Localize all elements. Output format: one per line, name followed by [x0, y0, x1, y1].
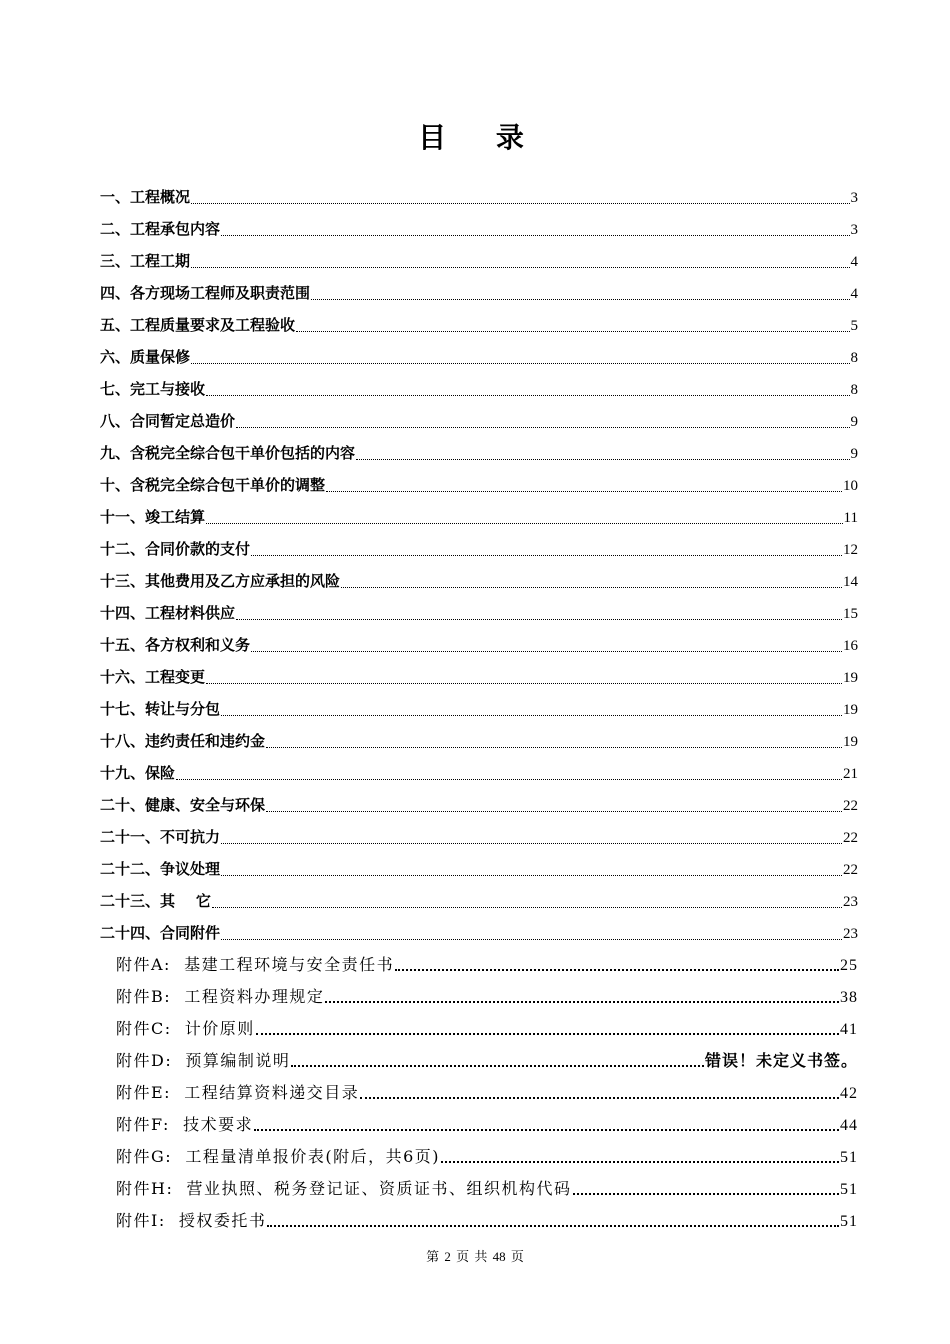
- toc-entry-label: 十四、工程材料供应: [100, 604, 236, 622]
- toc-entry[interactable]: [100, 308, 858, 340]
- toc-entry[interactable]: [100, 564, 858, 596]
- toc-entry-label: 十八、违约责任和违约金: [100, 732, 266, 750]
- attachment-entry-page: 51: [840, 1149, 858, 1166]
- toc-entry[interactable]: [100, 404, 858, 436]
- dot-leader: [221, 715, 842, 716]
- toc-entry-page: 22: [843, 798, 858, 814]
- dot-leader: [573, 1193, 839, 1195]
- attachment-entry-page: 44: [840, 1117, 858, 1134]
- dot-leader: [251, 555, 842, 556]
- attachment-entry-page: 41: [840, 1021, 858, 1038]
- toc-entry-label: 九、含税完全综合包干单价包括的内容: [100, 444, 356, 462]
- toc-entry-page: 4: [850, 286, 858, 302]
- dot-leader: [291, 1065, 704, 1067]
- table-of-contents: [100, 180, 860, 1236]
- dot-leader: [191, 363, 849, 364]
- toc-entry-page: 14: [843, 574, 858, 590]
- toc-entry-label: 十一、竣工结算: [100, 508, 206, 526]
- toc-entry-page: 8: [850, 382, 858, 398]
- toc-entry[interactable]: [100, 756, 858, 788]
- attachment-entry-label: 附件E: 工程结算资料递交目录: [116, 1083, 360, 1102]
- toc-entry-page: 4: [850, 254, 858, 270]
- dot-leader: [176, 779, 842, 780]
- toc-entry-label: 十六、工程变更: [100, 668, 206, 686]
- toc-entry-page: 9: [850, 446, 858, 462]
- toc-entry[interactable]: [100, 884, 858, 916]
- dot-leader: [254, 1129, 839, 1131]
- attachment-entry[interactable]: [100, 948, 858, 980]
- toc-entry[interactable]: [100, 660, 858, 692]
- toc-entry[interactable]: [100, 532, 858, 564]
- attachment-entry-page: 51: [840, 1181, 858, 1198]
- toc-entry-label: 四、各方现场工程师及职责范围: [100, 284, 311, 302]
- dot-leader: [251, 651, 842, 652]
- toc-entry[interactable]: [100, 788, 858, 820]
- dot-leader: [360, 1097, 839, 1099]
- toc-entry[interactable]: [100, 820, 858, 852]
- toc-entry-label: 十三、其他费用及乙方应承担的风险: [100, 572, 341, 590]
- toc-entry-label: 八、合同暂定总造价: [100, 412, 236, 430]
- dot-leader: [221, 939, 842, 940]
- toc-entry[interactable]: [100, 212, 858, 244]
- attachment-entry[interactable]: [100, 1140, 858, 1172]
- toc-entry-page: 12: [843, 542, 858, 558]
- dot-leader: [296, 331, 849, 332]
- toc-entry-label: 十五、各方权利和义务: [100, 636, 251, 654]
- toc-entry-label: 十九、保险: [100, 764, 176, 782]
- toc-entry-label: 十、含税完全综合包干单价的调整: [100, 476, 326, 494]
- attachment-entry-label: 附件H: 营业执照、税务登记证、资质证书、组织机构代码: [116, 1179, 572, 1198]
- dot-leader: [206, 683, 842, 684]
- toc-entry[interactable]: [100, 372, 858, 404]
- dot-leader: [267, 1225, 839, 1227]
- toc-entry[interactable]: [100, 276, 858, 308]
- toc-entry-label: 七、完工与接收: [100, 380, 206, 398]
- dot-leader: [325, 1001, 839, 1003]
- toc-entry-page: 11: [843, 510, 858, 526]
- toc-entry-label: 六、质量保修: [100, 348, 191, 366]
- dot-leader: [221, 875, 842, 876]
- toc-entry[interactable]: [100, 596, 858, 628]
- dot-leader: [206, 523, 843, 524]
- dot-leader: [266, 747, 842, 748]
- dot-leader: [341, 587, 842, 588]
- toc-entry-label: 二十四、合同附件: [100, 924, 221, 942]
- toc-entry[interactable]: [100, 180, 858, 212]
- dot-leader: [311, 299, 849, 300]
- toc-entry-page: 9: [850, 414, 858, 430]
- dot-leader: [191, 267, 849, 268]
- attachment-entry-label: 附件A: 基建工程环境与安全责任书: [116, 955, 395, 974]
- attachment-entry[interactable]: [100, 1076, 858, 1108]
- toc-entry[interactable]: [100, 852, 858, 884]
- toc-entry-label: 十二、合同价款的支付: [100, 540, 251, 558]
- attachment-entry[interactable]: [100, 1044, 858, 1076]
- dot-leader: [441, 1161, 839, 1163]
- attachment-entry-page: 25: [840, 957, 858, 974]
- toc-entry[interactable]: [100, 916, 858, 948]
- toc-entry-label: 二、工程承包内容: [100, 220, 221, 238]
- attachment-entry-label: 附件G: 工程量清单报价表(附后，共6页): [116, 1147, 441, 1166]
- dot-leader: [221, 235, 849, 236]
- dot-leader: [221, 843, 842, 844]
- attachment-entry-page: 51: [840, 1213, 858, 1230]
- toc-entry-page: 15: [843, 606, 858, 622]
- toc-title: 目 录: [418, 121, 544, 154]
- attachment-entry-label: 附件F: 技术要求: [116, 1115, 254, 1134]
- toc-entry-label: 二十三、其 它: [100, 892, 211, 910]
- toc-entry-page: 19: [843, 702, 858, 718]
- toc-entry-label: 十七、转让与分包: [100, 700, 221, 718]
- attachment-entry-label: 附件B: 工程资料办理规定: [116, 987, 325, 1006]
- dot-leader: [236, 427, 849, 428]
- toc-entry-label: 二十一、不可抗力: [100, 828, 221, 846]
- attachment-entry[interactable]: [100, 1204, 858, 1236]
- attachment-entry-label: 附件D: 预算编制说明: [116, 1051, 291, 1070]
- attachment-entry[interactable]: [100, 1012, 858, 1044]
- attachment-entry[interactable]: [100, 980, 858, 1012]
- dot-leader: [206, 395, 849, 396]
- toc-entry[interactable]: [100, 340, 858, 372]
- dot-leader: [326, 491, 842, 492]
- toc-entry-page: 10: [843, 478, 858, 494]
- dot-leader: [356, 459, 849, 460]
- dot-leader: [266, 811, 842, 812]
- toc-entry[interactable]: [100, 244, 858, 276]
- dot-leader: [212, 907, 842, 908]
- toc-entry-page: 23: [843, 926, 858, 942]
- attachment-entry-page: 38: [840, 989, 858, 1006]
- toc-entry[interactable]: [100, 468, 858, 500]
- toc-entry-page: 22: [843, 862, 858, 878]
- toc-entry-label: 一、工程概况: [100, 188, 191, 206]
- toc-entry[interactable]: [100, 692, 858, 724]
- toc-entry-label: 五、工程质量要求及工程验收: [100, 316, 296, 334]
- toc-entry[interactable]: [100, 628, 858, 660]
- toc-entry-page: 16: [843, 638, 858, 654]
- toc-entry-label: 二十二、争议处理: [100, 860, 221, 878]
- attachment-entry[interactable]: [100, 1108, 858, 1140]
- dot-leader: [395, 969, 839, 971]
- toc-entry-page: 21: [843, 766, 858, 782]
- dot-leader: [256, 1033, 839, 1035]
- toc-entry-page: 8: [850, 350, 858, 366]
- bookmark-error-text: 错误！未定义书签。: [704, 1051, 858, 1070]
- toc-entry[interactable]: [100, 500, 858, 532]
- toc-entry-page: 19: [843, 734, 858, 750]
- dot-leader: [191, 203, 849, 204]
- toc-entry-label: 三、工程工期: [100, 252, 191, 270]
- page-footer: 第 2 页 共 48 页: [426, 1249, 524, 1264]
- attachment-entry-label: 附件C: 计价原则: [116, 1019, 255, 1038]
- attachment-entry-page: 42: [840, 1085, 858, 1102]
- toc-entry-page: 19: [843, 670, 858, 686]
- attachment-entry-label: 附件I: 授权委托书: [116, 1211, 267, 1230]
- attachment-entry[interactable]: [100, 1172, 858, 1204]
- toc-entry-page: 22: [843, 830, 858, 846]
- toc-entry[interactable]: [100, 724, 858, 756]
- toc-entry-page: 3: [850, 222, 858, 238]
- toc-entry-page: 23: [843, 894, 858, 910]
- dot-leader: [236, 619, 842, 620]
- toc-entry-page: 3: [850, 190, 858, 206]
- toc-entry[interactable]: [100, 436, 858, 468]
- toc-entry-page: 5: [850, 318, 858, 334]
- toc-entry-label: 二十、健康、安全与环保: [100, 796, 266, 814]
